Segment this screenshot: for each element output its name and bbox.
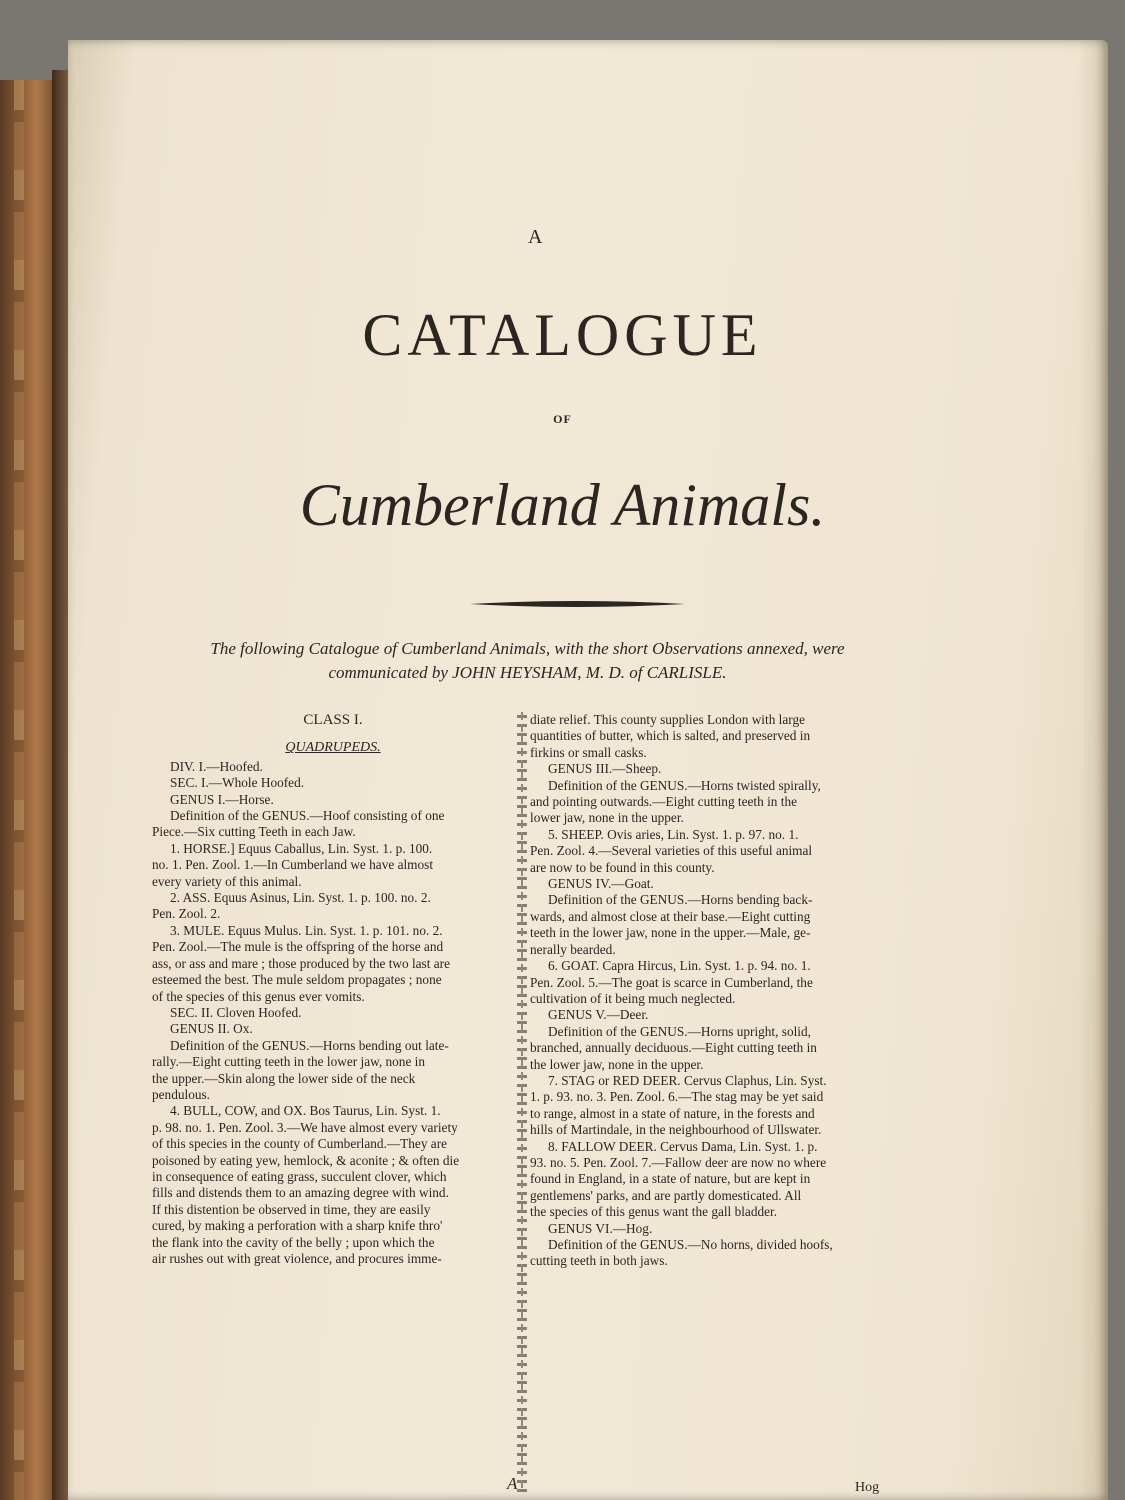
- text-line: GENUS V.—Deer.: [548, 1007, 649, 1023]
- text-line: If this distention be observed in time, they are easily: [152, 1201, 431, 1217]
- text-line: GENUS III.—Sheep.: [548, 761, 662, 777]
- text-line: 1. HORSE.] Equus Caballus, Lin. Syst. 1. p. 100.: [170, 840, 433, 856]
- intro-line-1: The following Catalogue of Cumberland Animals, with the short Observations annexed, were: [210, 639, 845, 658]
- intro-text: [150, 637, 905, 685]
- text-line: Definition of the GENUS.—Horns twisted spirally,: [548, 777, 821, 793]
- intro-line-2: communicated by JOHN HEYSHAM, M. D. of CARLISLE.: [328, 663, 727, 682]
- text-line: of the species of this genus ever vomits.: [152, 988, 365, 1004]
- page-signature: A: [507, 1474, 518, 1493]
- text-line: ass, or ass and mare ; those produced by the two last are: [152, 955, 450, 971]
- text-line: are now to be found in this county.: [530, 859, 715, 875]
- text-line: Pen. Zool.—The mule is the offspring of the horse and: [152, 939, 444, 955]
- text-line: 93. no. 5. Pen. Zool. 7.—Fallow deer are now no where: [530, 1154, 827, 1170]
- text-line: the flank into the cavity of the belly ; upon which the: [152, 1234, 435, 1250]
- text-line: the species of this genus want the gall bladder.: [530, 1204, 778, 1220]
- ornamental-rule: [470, 600, 685, 608]
- text-line: cutting teeth in both jaws.: [530, 1253, 668, 1269]
- right-column: [530, 712, 896, 1270]
- text-line: 6. GOAT. Capra Hircus, Lin. Syst. 1. p. 94. no. 1.: [548, 958, 811, 974]
- text-line: 5. SHEEP. Ovis aries, Lin. Syst. 1. p. 97. no. 1.: [548, 826, 799, 842]
- text-line: GENUS II. Ox.: [170, 1021, 253, 1037]
- text-line: 8. FALLOW DEER. Cervus Dama, Lin. Syst. 1. p.: [548, 1138, 818, 1154]
- text-line: Definition of the GENUS.—No horns, divided hoofs,: [548, 1237, 833, 1252]
- column-divider: [517, 712, 527, 1492]
- text-line: Definition of the GENUS.—Horns bending out late-: [170, 1037, 449, 1053]
- text-line: 7. STAG or RED DEER. Cervus Claphus, Lin. Syst.: [548, 1072, 827, 1088]
- text-line: diate relief. This county supplies London with large: [530, 712, 805, 727]
- text-line: GENUS IV.—Goat.: [548, 876, 654, 892]
- text-line: 1. p. 93. no. 3. Pen. Zool. 6.—The stag may be yet said: [530, 1089, 824, 1105]
- text-line: lower jaw, none in the upper.: [530, 810, 684, 826]
- text-line: every variety of this animal.: [152, 873, 302, 889]
- text-line: Definition of the GENUS.—Horns upright, solid,: [548, 1023, 811, 1039]
- text-line: the lower jaw, none in the upper.: [530, 1056, 704, 1072]
- text-line: quantities of butter, which is salted, and preserved in: [530, 728, 811, 744]
- text-line: pendulous.: [152, 1086, 210, 1102]
- text-line: SEC. II. Cloven Hoofed.: [170, 1004, 302, 1020]
- text-line: 2. ASS. Equus Asinus, Lin. Syst. 1. p. 100. no. 2.: [170, 890, 431, 906]
- text-line: Piece.—Six cutting Teeth in each Jaw.: [152, 824, 356, 840]
- text-line: no. 1. Pen. Zool. 1.—In Cumberland we have almost: [152, 857, 434, 873]
- text-line: 3. MULE. Equus Mulus. Lin. Syst. 1. p. 101. no. 2.: [170, 922, 443, 938]
- title-cumberland-animals: Cumberland Animals.: [299, 472, 826, 538]
- text-line: to range, almost in a state of nature, in the forests and: [530, 1105, 815, 1121]
- text-line: cultivation of it being much neglected.: [530, 990, 736, 1006]
- text-line: and pointing outwards.—Eight cutting teeth in the: [530, 794, 798, 810]
- text-line: nerally bearded.: [530, 941, 616, 957]
- text-line: found in England, in a state of nature, but are kept in: [530, 1171, 811, 1187]
- text-line: Definition of the GENUS.—Hoof consisting of one: [170, 808, 445, 824]
- page-signature-top: A: [528, 226, 544, 248]
- class-heading: CLASS I.: [303, 712, 363, 728]
- text-line: DIV. I.—Hoofed.: [170, 758, 263, 774]
- text-line: GENUS VI.—Hog.: [548, 1220, 653, 1236]
- quadrupeds-heading: QUADRUPEDS.: [285, 740, 381, 756]
- text-line: gentlemens' parks, and are partly domesticated. All: [530, 1187, 802, 1203]
- text-line: rally.—Eight cutting teeth in the lower jaw, none in: [152, 1054, 426, 1070]
- text-line: cured, by making a perforation with a sharp knife thro': [152, 1218, 443, 1234]
- left-column: [152, 712, 514, 1267]
- text-line: Pen. Zool. 5.—The goat is scarce in Cumberland, the: [530, 974, 813, 990]
- book-binding: [0, 80, 60, 1500]
- text-line: fills and distends them to an amazing degree with wind.: [152, 1185, 449, 1201]
- text-line: SEC. I.—Whole Hoofed.: [170, 775, 305, 791]
- text-line: teeth in the lower jaw, none in the upper.—Male, ge-: [530, 925, 811, 941]
- text-line: air rushes out with great violence, and procures imme-: [152, 1251, 442, 1266]
- text-line: hills of Martindale, in the neighbourhood of Ullswater.: [530, 1122, 822, 1138]
- text-line: of this species in the county of Cumberland.—They are: [152, 1136, 448, 1152]
- text-line: esteemed the best. The mule seldom propagates ; none: [152, 972, 442, 988]
- text-line: firkins or small casks.: [530, 744, 647, 760]
- text-line: wards, and almost close at their base.—Eight cutting: [530, 908, 811, 924]
- catchword: Hog: [855, 1480, 880, 1495]
- text-line: poisoned by eating yew, hemlock, & aconite ; & often die: [152, 1152, 460, 1168]
- right-column-lines: [530, 712, 896, 1270]
- text-line: in consequence of eating grass, succulent clover, which: [152, 1168, 447, 1184]
- text-line: 4. BULL, COW, and OX. Bos Taurus, Lin. Syst. 1.: [170, 1103, 441, 1119]
- text-line: Definition of the GENUS.—Horns bending back-: [548, 892, 813, 908]
- text-line: Pen. Zool. 2.: [152, 906, 221, 922]
- text-line: p. 98. no. 1. Pen. Zool. 3.—We have almost every variety: [152, 1119, 458, 1135]
- text-line: branched, annually deciduous.—Eight cutting teeth in: [530, 1040, 817, 1056]
- left-column-lines: [152, 759, 514, 1268]
- text-line: GENUS I.—Horse.: [170, 791, 274, 807]
- title-catalogue: CATALOGUE: [362, 302, 763, 368]
- text-line: Pen. Zool. 4.—Several varieties of this useful animal: [530, 843, 813, 859]
- title-of: OF: [553, 412, 572, 426]
- text-line: the upper.—Skin along the lower side of the neck: [152, 1070, 416, 1086]
